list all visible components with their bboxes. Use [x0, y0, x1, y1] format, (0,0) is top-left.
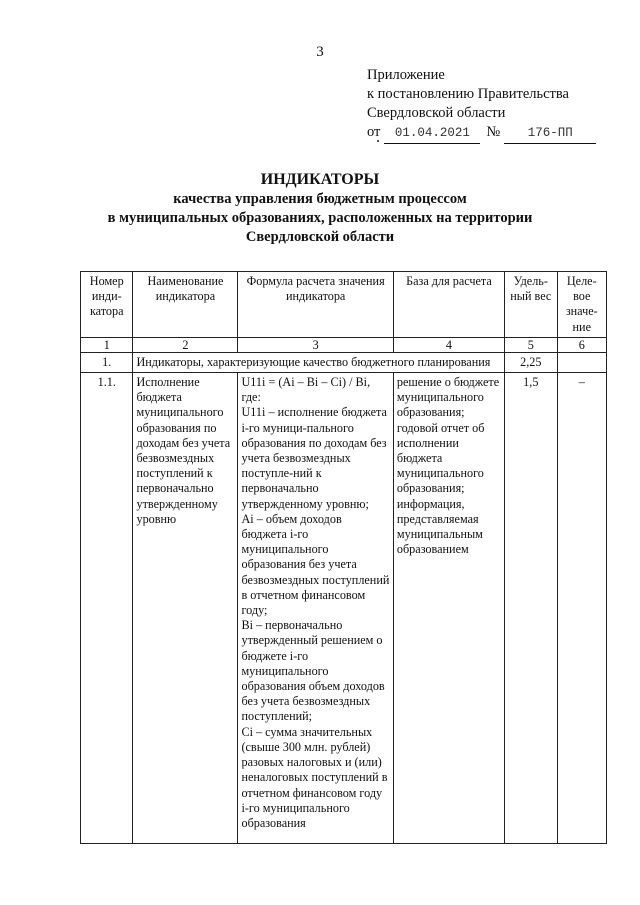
- header-weight: Удель- ный вес: [505, 272, 557, 338]
- header-formula: Формула расчета значения индикатора: [238, 272, 393, 338]
- row-target: –: [557, 373, 606, 844]
- row-number: 1.: [81, 352, 133, 372]
- title-line-2: качества управления бюджетным процессом: [173, 191, 467, 207]
- page-number: 3: [316, 44, 324, 60]
- appendix-line-1: Приложение: [367, 67, 445, 83]
- appendix-date-line: [367, 123, 596, 144]
- column-number: 3: [238, 337, 393, 352]
- document-title: [0, 170, 640, 247]
- number-value: 176-ПП: [504, 124, 596, 144]
- appendix-line-2: к постановлению Правительства: [367, 86, 569, 102]
- header-name: Наименование индикатора: [133, 272, 238, 338]
- row-formula: U11i = (Ai – Bi – Ci) / Bi, где: U11i – исполнение бюджета i-го муници-пального образования по доходам без учета безвозмездных поступле-ний к первоначально утвержденному уровню; Ai – объем доходов бюджета i-го муниципального образования без учета безвозмездных поступлений в отчетном финансовом году; Bi – первоначально утвержденный решением о бюджете i-го муниципального образования объем доходов без учета безвозмездных поступлений; Ci – сумма значительных (свыше 300 млн. рублей) разовых налоговых и (или) неналоговых поступлений в отчетном финансовом году i-го муниципального образования: [238, 373, 393, 844]
- appendix-block: [367, 66, 596, 144]
- column-number: 4: [393, 337, 504, 352]
- column-number: 1: [81, 337, 133, 352]
- row-weight: 2,25: [505, 352, 557, 372]
- row-base: решение о бюджете муниципального образования; годовой отчет об исполнении бюджета муниципального образования; информация, представляемая муниципальным образованием: [393, 373, 504, 844]
- scan-dot: [377, 140, 379, 142]
- column-number: 5: [505, 337, 557, 352]
- number-label: №: [486, 124, 501, 140]
- date-value: 01.04.2021: [384, 124, 480, 144]
- appendix-line-3: Свердловской области: [367, 105, 506, 121]
- column-number: 2: [133, 337, 238, 352]
- column-number: 6: [557, 337, 606, 352]
- table-row: [81, 352, 607, 372]
- table-header-row: [81, 272, 607, 338]
- table-row: [81, 373, 607, 844]
- title-line-1: ИНДИКАТОРЫ: [260, 171, 380, 188]
- row-number: 1.1.: [81, 373, 133, 844]
- date-prefix: от: [367, 124, 381, 140]
- header-target: Целе- вое значе- ние: [557, 272, 606, 338]
- header-base: База для расчета: [393, 272, 504, 338]
- column-number-row: [81, 337, 607, 352]
- row-indicator-name: Исполнение бюджета муниципального образования по доходам без учета безвозмездных поступлений к первоначально утвержденному уровню: [133, 373, 238, 844]
- indicators-table: [80, 271, 607, 844]
- row-weight: 1,5: [505, 373, 557, 844]
- title-line-3: в муниципальных образованиях, расположенных на территории: [107, 210, 533, 226]
- header-number: Номер инди- катора: [81, 272, 133, 338]
- row-target: [557, 352, 606, 372]
- title-line-4: Свердловской области: [245, 229, 395, 245]
- row-section-name: Индикаторы, характеризующие качество бюджетного планирования: [133, 352, 505, 372]
